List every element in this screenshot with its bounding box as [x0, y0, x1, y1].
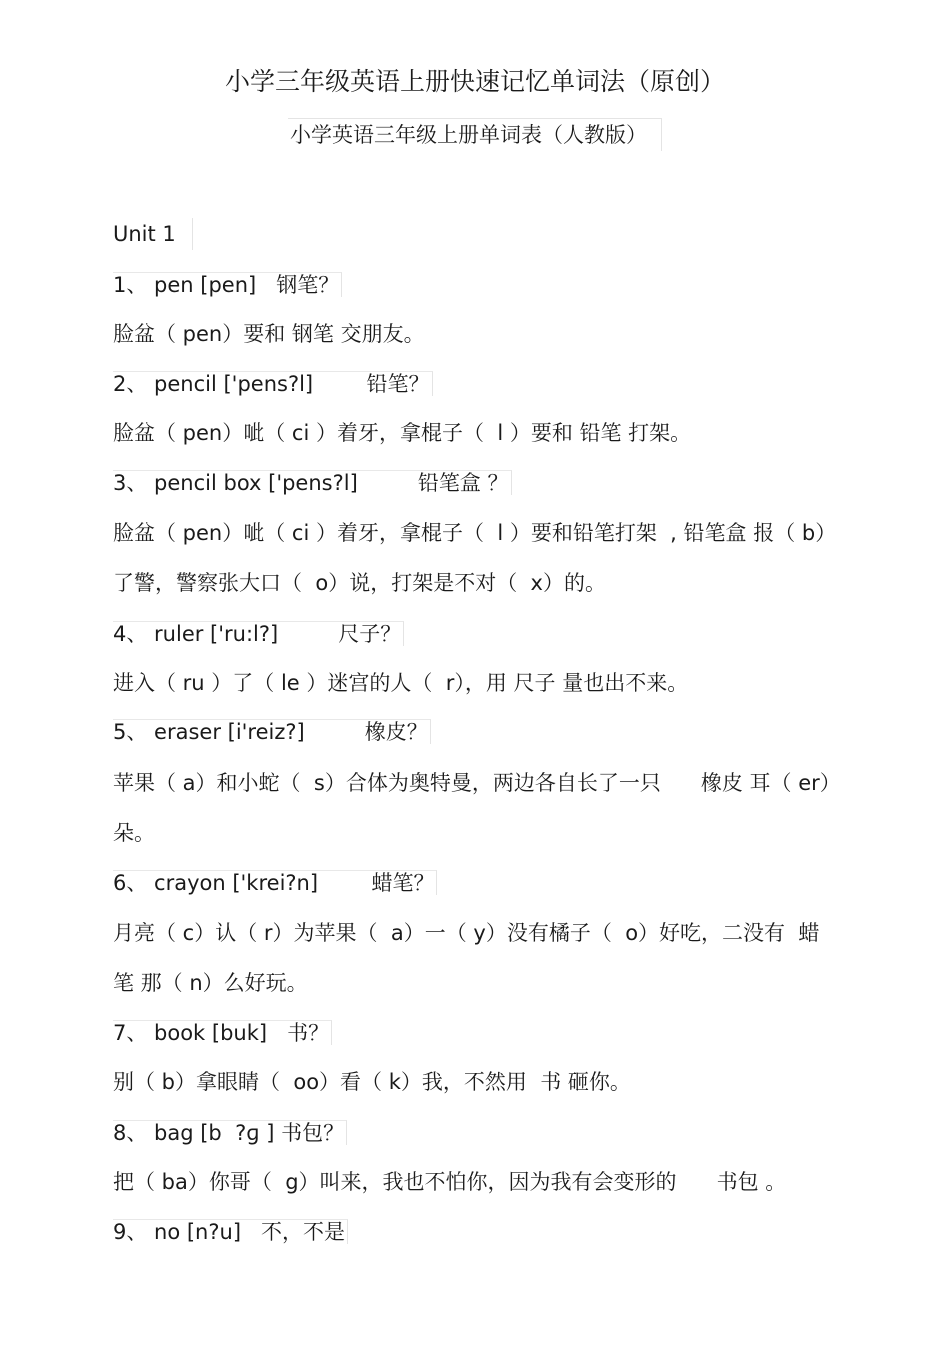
mnemonic-line: 苹果（ a）和小蛇（ s）合体为奥特曼，两边各自长了一只 橡皮 耳（ er）	[113, 771, 841, 795]
mnemonic-line: 脸盆（ pen）呲（ ci ）着牙，拿棍子（ l ）要和 铅笔 打架。	[113, 421, 692, 445]
mnemonic-line: 了警，警察张大口（ o）说，打架是不对（ x）的。	[113, 571, 606, 595]
vocab-entry-2	[113, 368, 433, 400]
mnemonic-line: 朵。	[113, 821, 155, 845]
word-line: 9、 no [n?u] 不，不是	[113, 1219, 348, 1244]
mnemonic-line: 月亮（ c）认（ r）为苹果（ a）一（ y）没有橘子（ o）好吃，二没有 蜡	[113, 921, 820, 945]
word-line: 3、 pencil box ['pens?l] 铅笔盒 ？	[113, 470, 512, 495]
word-line: 8、 bag [b ?ɡ ] 书包？	[113, 1120, 347, 1145]
word-line: 2、 pencil ['pens?l] 铅笔？	[113, 371, 433, 396]
vocab-entry-8	[113, 1117, 347, 1149]
word-line: 1、 pen [pen] 钢笔？	[113, 272, 342, 297]
page-subtitle: 小学英语三年级上册单词表（人教版）	[288, 118, 662, 151]
vocab-entry-6	[113, 867, 437, 899]
mnemonic-line: 笔 那（ n）么好玩。	[113, 971, 308, 995]
word-line: 4、 ruler ['ru:l?] 尺子？	[113, 621, 404, 646]
mnemonic-line: 脸盆（ pen）要和 钢笔 交朋友。	[113, 322, 425, 346]
vocab-entry-3	[113, 467, 512, 499]
subtitle-container	[0, 118, 950, 151]
vocab-entry-5	[113, 716, 431, 748]
vocab-entry-9	[113, 1216, 348, 1248]
mnemonic-line: 进入（ ru ）了（ le ）迷宫的人（ r），用 尺子 量也出不来。	[113, 671, 689, 695]
word-line: 6、 crayon ['krei?n] 蜡笔？	[113, 870, 437, 895]
mnemonic-line: 把（ ba）你哥（ g）叫来，我也不怕你，因为我有会变形的 书包 。	[113, 1170, 787, 1194]
page-title: 小学三年级英语上册快速记忆单词法（原创）	[224, 67, 725, 96]
unit-heading: Unit 1	[113, 218, 193, 250]
word-line: 7、 book [buk] 书？	[113, 1020, 332, 1045]
mnemonic-line: 脸盆（ pen）呲（ ci ）着牙，拿棍子（ l ）要和铅笔打架 , 铅笔盒 报（ b）	[113, 521, 837, 545]
word-line: 5、 eraser [i'reiz?] 橡皮？	[113, 719, 431, 744]
vocab-entry-4	[113, 618, 404, 650]
mnemonic-line: 别（ b）拿眼睛（ oo）看（ k）我，不然用 书 砸你。	[113, 1070, 631, 1094]
vocab-entry-1	[113, 269, 342, 301]
vocab-entry-7	[113, 1017, 332, 1049]
